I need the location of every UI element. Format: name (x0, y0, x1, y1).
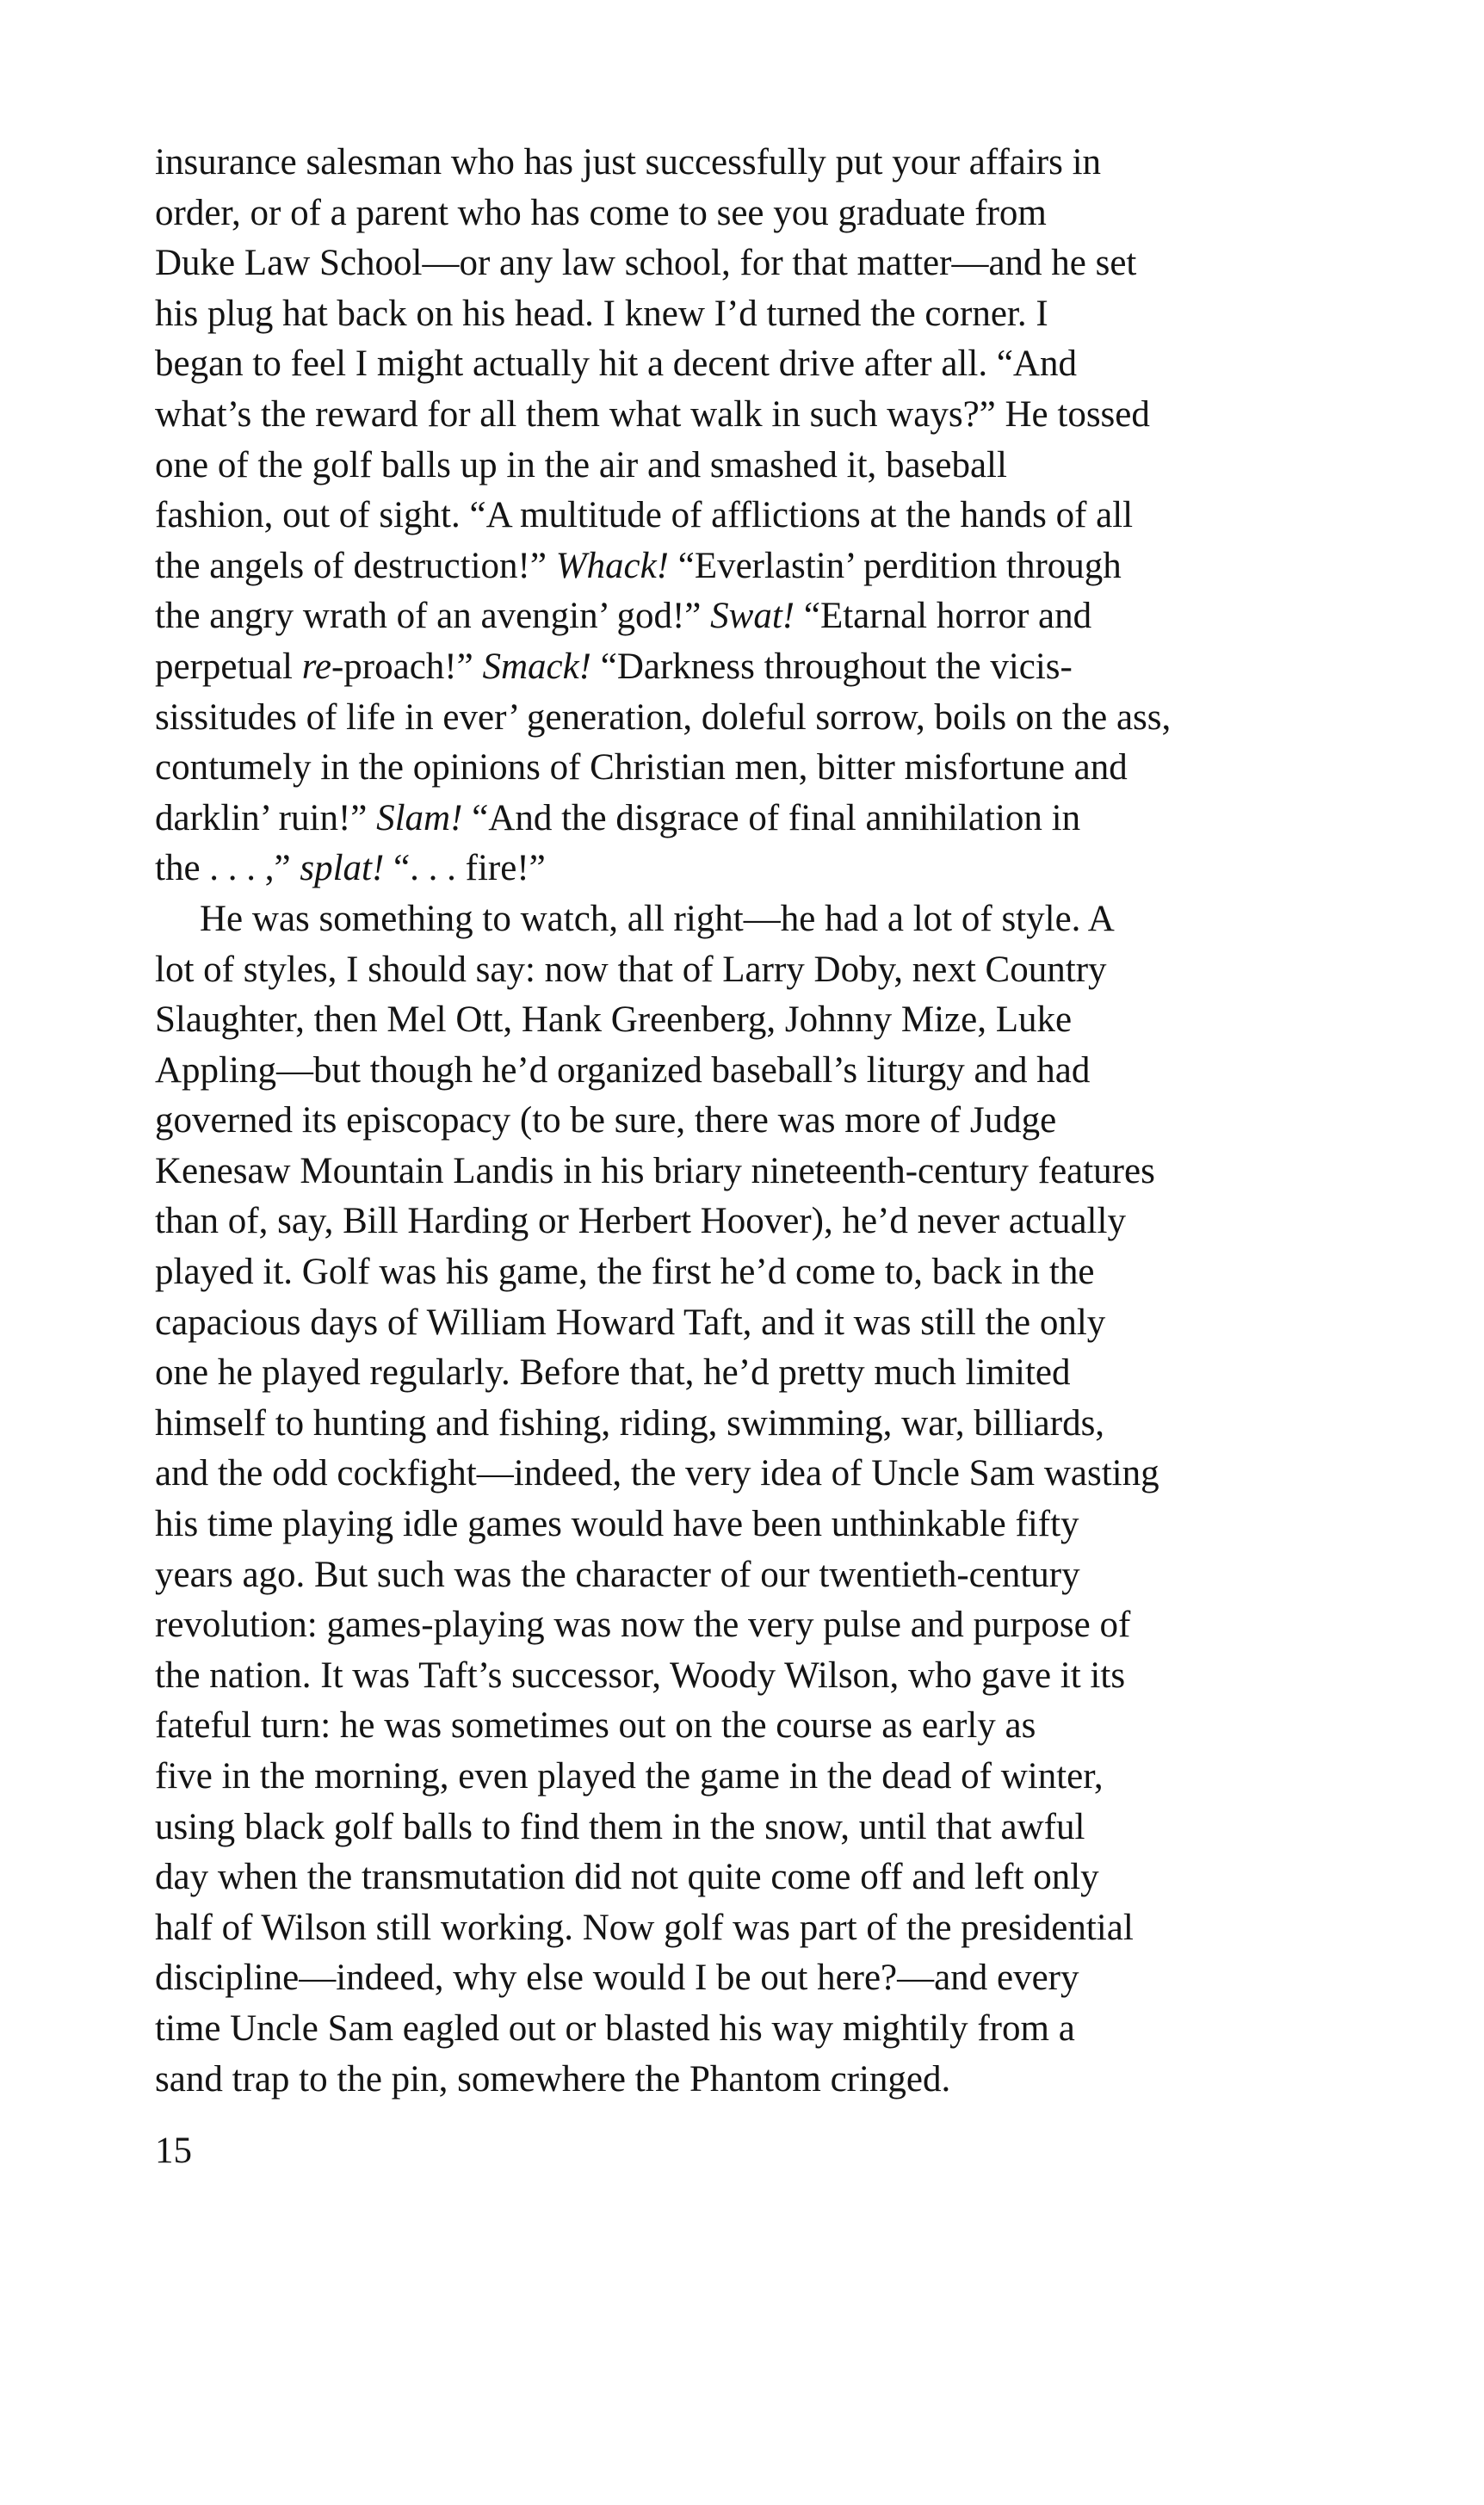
text-segment: the angels of destruction!” (155, 545, 556, 586)
text-line (155, 844, 1343, 894)
text-line: one of the golf balls up in the air and smashed it, baseball (155, 444, 1007, 486)
italic-text: re (301, 646, 331, 687)
italic-text: Slam! (376, 797, 463, 838)
text-line: insurance salesman who has just successfully put your affairs in (155, 142, 1102, 182)
text-segment: “Everlastin’ perdition through (669, 545, 1122, 586)
text-line: fateful turn: he was sometimes out on the course as early as (155, 1705, 1036, 1747)
paragraph-first-line: He was something to watch, all right—he had a lot of style. A (200, 898, 1115, 939)
text-line: Duke Law School—or any law school, for that matter—and he set (155, 243, 1137, 284)
text-segment: the . . . ,” (155, 848, 300, 889)
text-line: played it. Golf was his game, the first he’d come to, back in the (155, 1252, 1095, 1293)
text-segment: the angry wrath of an avengin’ god!” (155, 596, 711, 637)
text-line: sand trap to the pin, somewhere the Phantom cringed. (155, 2058, 951, 2100)
text-segment: “. . . fire!” (384, 848, 546, 889)
text-line: fashion, out of sight. “A multitude of afflictions at the hands of all (155, 495, 1134, 536)
text-line: and the odd cockfight—indeed, the very idea of Uncle Sam wasting (155, 1453, 1159, 1494)
italic-text: splat! (300, 848, 385, 889)
text-line: day when the transmutation did not quite come off and left only (155, 1857, 1099, 1898)
text-line: the nation. It was Taft’s successor, Woody Wilson, who gave it its (155, 1655, 1126, 1696)
text-line: revolution: games-playing was now the very pulse and purpose of (155, 1605, 1131, 1646)
text-line: began to feel I might actually hit a decent drive after all. “And (155, 343, 1077, 385)
body-text (155, 138, 1343, 2105)
text-line (155, 541, 1343, 592)
text-line: himself to hunting and fishing, riding, swimming, war, billiards, (155, 1402, 1105, 1444)
text-line: years ago. But such was the character of our twentieth-century (155, 1554, 1080, 1595)
text-line: his time playing idle games would have been unthinkable fifty (155, 1504, 1079, 1545)
text-line (155, 794, 1343, 844)
text-line: half of Wilson still working. Now golf was part of the presidential (155, 1907, 1134, 1948)
text-line: Slaughter, then Mel Ott, Hank Greenberg, Johnny Mize, Luke (155, 999, 1073, 1041)
text-line: time Uncle Sam eagled out or blasted his way mightily from a (155, 2007, 1075, 2049)
text-line (155, 642, 1343, 693)
text-line: Appling—but though he’d organized baseball’s liturgy and had (155, 1049, 1091, 1091)
text-line: five in the morning, even played the game in the dead of winter, (155, 1756, 1104, 1797)
text-line: Kenesaw Mountain Landis in his briary nineteenth-century features (155, 1150, 1155, 1191)
page-number: 15 (155, 2131, 192, 2171)
text-segment: -proach!” (331, 646, 483, 687)
italic-text: Whack! (555, 545, 669, 586)
text-segment: “And the disgrace of final annihilation in (462, 797, 1081, 838)
text-line: his plug hat back on his head. I knew I’d turned the corner. I (155, 293, 1048, 334)
italic-text: Swat! (710, 596, 795, 637)
text-segment: perpetual (155, 646, 302, 687)
text-line: lot of styles, I should say: now that of Larry Doby, next Country (155, 949, 1107, 990)
text-line: using black golf balls to find them in the snow, until that awful (155, 1806, 1085, 1847)
text-line: contumely in the opinions of Christian men, bitter misfortune and (155, 747, 1128, 789)
text-line (155, 591, 1343, 642)
text-line: what’s the reward for all them what walk in such ways?” He tossed (155, 393, 1150, 435)
italic-text: Smack! (482, 646, 591, 687)
text-line: governed its episcopacy (to be sure, there was more of Judge (155, 1100, 1057, 1141)
text-line: order, or of a parent who has come to see you graduate from (155, 192, 1047, 233)
text-line: capacious days of William Howard Taft, and it was still the only (155, 1302, 1106, 1343)
text-line: discipline—indeed, why else would I be out here?—and every (155, 1958, 1079, 1999)
text-line: one he played regularly. Before that, he’d pretty much limited (155, 1352, 1071, 1394)
text-segment: darklin’ ruin!” (155, 797, 377, 838)
text-segment: “Etarnal horror and (795, 596, 1092, 637)
text-line: than of, say, Bill Harding or Herbert Hoover), he’d never actually (155, 1201, 1126, 1242)
text-segment: “Darkness throughout the vicis- (591, 646, 1073, 687)
text-line: sissitudes of life in ever’ generation, doleful sorrow, boils on the ass, (155, 696, 1172, 738)
